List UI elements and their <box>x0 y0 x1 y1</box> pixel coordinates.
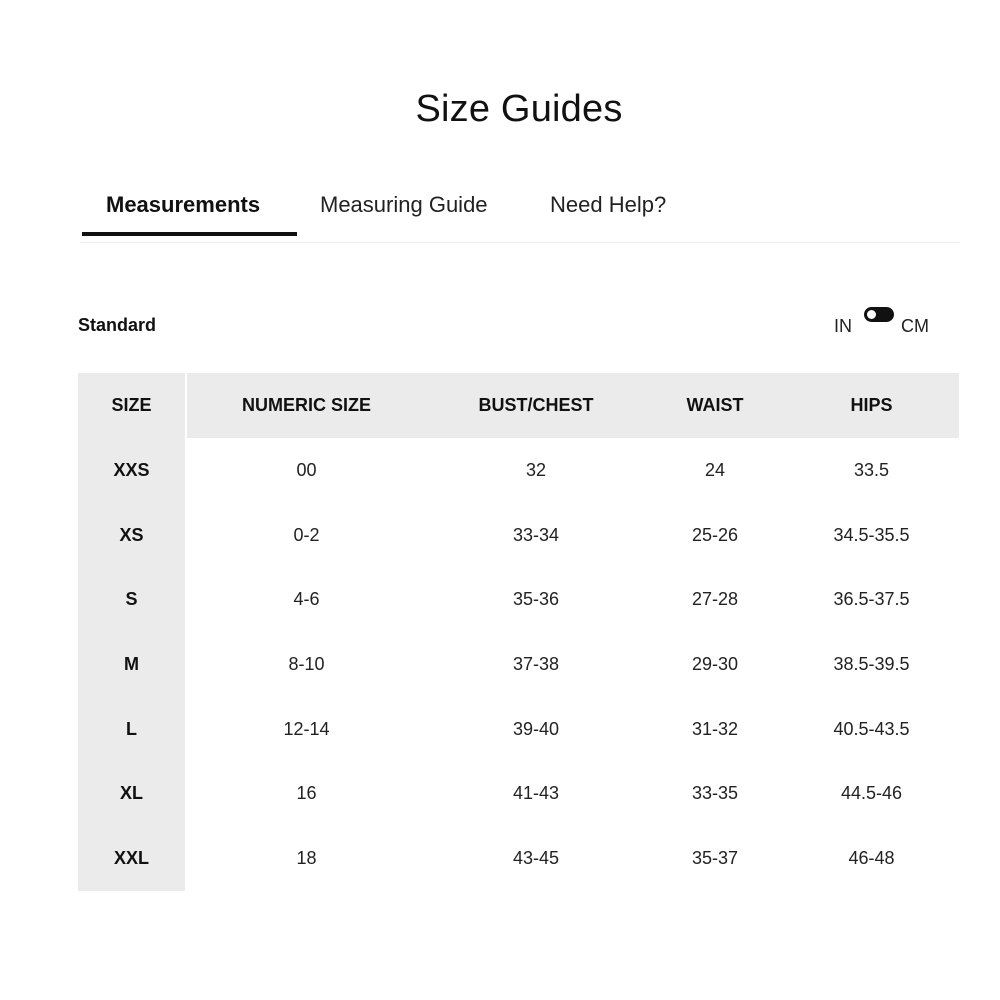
unit-toggle <box>834 306 944 342</box>
header-bust-chest: BUST/CHEST <box>426 373 646 438</box>
unit-in-label: IN <box>834 316 852 336</box>
size-cell: XXL <box>78 826 186 891</box>
waist-cell: 25-26 <box>691 524 739 545</box>
size-cell: S <box>78 567 186 632</box>
numeric-size-cell: 16 <box>296 783 317 804</box>
table-row <box>78 826 959 891</box>
tab-bar <box>80 180 960 243</box>
hips-cell: 46-48 <box>848 847 895 868</box>
table-row <box>78 438 959 503</box>
size-table <box>78 373 960 891</box>
numeric-size-cell: 18 <box>296 847 317 868</box>
header-numeric-size: NUMERIC SIZE <box>186 373 426 438</box>
active-tab-indicator <box>82 232 297 236</box>
tab-measuring-guide[interactable]: Measuring Guide <box>320 192 488 217</box>
bust-chest-cell: 43-45 <box>512 847 560 868</box>
hips-cell: 34.5-35.5 <box>833 524 910 545</box>
table-row <box>78 567 959 632</box>
numeric-size-cell: 12-14 <box>283 718 330 739</box>
bust-chest-cell: 35-36 <box>512 589 560 610</box>
section-label: Standard <box>78 315 157 335</box>
header-size: SIZE <box>78 373 186 438</box>
bust-chest-cell: 41-43 <box>512 783 560 804</box>
size-cell: XL <box>78 761 186 826</box>
hips-cell: 40.5-43.5 <box>833 718 910 739</box>
header-waist: WAIST <box>646 373 784 438</box>
waist-cell: 24 <box>704 459 726 480</box>
size-cell: L <box>78 697 186 762</box>
bust-chest-cell: 37-38 <box>512 653 560 674</box>
unit-cm-label: CM <box>901 316 929 336</box>
tab-measurements[interactable]: Measurements <box>106 192 261 217</box>
unit-switch[interactable] <box>864 307 894 322</box>
table-row <box>78 761 959 826</box>
table-row <box>78 503 959 568</box>
size-cell: XS <box>78 503 186 568</box>
table-header-row <box>78 373 959 438</box>
hips-cell: 44.5-46 <box>840 783 903 804</box>
page-title: Size Guides <box>415 88 623 130</box>
table-row <box>78 632 959 697</box>
tab-need-help[interactable]: Need Help? <box>550 192 667 217</box>
header-hips: HIPS <box>784 373 959 438</box>
bust-chest-cell: 39-40 <box>512 718 560 739</box>
bust-chest-cell: 33-34 <box>512 524 560 545</box>
waist-cell: 27-28 <box>691 589 739 610</box>
waist-cell: 31-32 <box>691 718 739 739</box>
hips-cell: 33.5 <box>853 459 890 480</box>
waist-cell: 33-35 <box>691 783 739 804</box>
hips-cell: 36.5-37.5 <box>833 589 910 610</box>
waist-cell: 29-30 <box>691 653 739 674</box>
size-cell: XXS <box>78 438 186 503</box>
numeric-size-cell: 00 <box>296 459 317 480</box>
bust-chest-cell: 32 <box>525 459 547 480</box>
hips-cell: 38.5-39.5 <box>833 653 910 674</box>
table-row <box>78 697 959 762</box>
numeric-size-cell: 8-10 <box>288 653 325 674</box>
numeric-size-cell: 4-6 <box>293 589 320 610</box>
size-cell: M <box>78 632 186 697</box>
waist-cell: 35-37 <box>691 847 739 868</box>
numeric-size-cell: 0-2 <box>293 524 320 545</box>
switch-knob <box>867 310 876 319</box>
